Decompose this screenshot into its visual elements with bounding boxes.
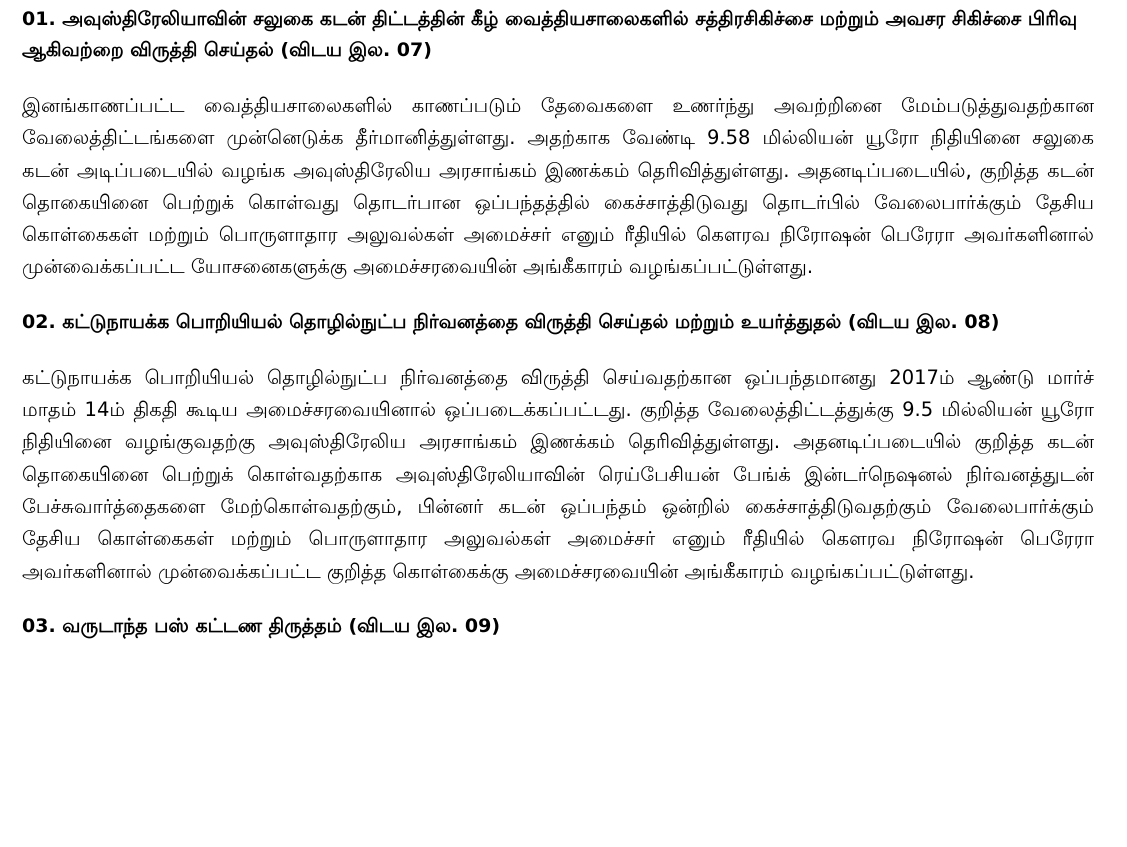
- section-heading: 01. அவுஸ்திரேலியாவின் சலுகை கடன் திட்டத்தின் கீழ் வைத்தியசாலைகளில் சத்திரசிகிச்சை மற்றும் அவசர சிகிச்சை பிரிவு ஆகிவற்றை விருத்தி செய்தல் (விடய இல. 07): [22, 8, 1078, 61]
- section-body: கட்டுநாயக்க பொறியியல் தொழில்நுட்ப நிர்வனத்தை விருத்தி செய்வதற்கான ஒப்பந்தமானது 2017ம் ஆண்டு மார்ச் மாதம் 14ம் திகதி கூடிய அமைச்சரவையினால் ஒப்படைக்கப்பட்டது. குறித்த வேலைத்திட்டத்துக்கு 9.5 மில்லியன் யூரோ நிதியினை வழங்குவதற்கு அவுஸ்திரேலிய அரசாங்கம் இணக்கம் தெரிவித்துள்ளது. அதனடிப்படையில் குறித்த கடன் தொகையினை பெற்றுக் கொள்வதற்காக அவுஸ்திரேலியாவின் ரெய்பேசியன் பேங்க் இன்டர்நெஷனல் நிர்வனத்துடன் பேச்சுவார்த்தைகளை மேற்கொள்வதற்கும், பின்னர் கடன் ஒப்பந்தம் ஒன்றில் கைச்சாத்திடுவதற்கும் வேலைபார்க்கும் தேசிய கொள்கைகள் மற்றும் பொருளாதார அலுவல்கள் அமைச்சர் எனும் ரீதியில் கௌரவ நிரோஷன் பெரேரா அவர்களினால் முன்வைக்கப்பட்ட குறித்த கொள்கைக்கு அமைச்சரவையின் அங்கீகாரம் வழங்கப்பட்டுள்ளது.: [22, 365, 1094, 583]
- section-03: [22, 611, 1094, 642]
- section-01: [22, 4, 1094, 307]
- document-page: [22, 4, 1094, 642]
- section-heading: 03. வருடாந்த பஸ் கட்டண திருத்தம் (விடய இல. 09): [22, 614, 501, 637]
- section-body: இனங்காணப்பட்ட வைத்தியசாலைகளில் காணப்படும் தேவைகளை உணர்ந்து அவற்றினை மேம்படுத்துவதற்கான வேலைத்திட்டங்களை முன்னெடுக்க தீர்மானித்துள்ளது. அதற்காக வேண்டி 9.58 மில்லியன் யூரோ நிதியினை சலுகை கடன் அடிப்படையில் வழங்க அவுஸ்திரேலிய அரசாங்கம் இணக்கம் தெரிவித்துள்ளது. அதனடிப்படையில், குறித்த கடன் தொகையினை பெற்றுக் கொள்வது தொடர்பான ஒப்பந்தத்தில் கைச்சாத்திடுவது தொடர்பில் வேலைபார்க்கும் தேசிய கொள்கைகள் மற்றும் பொருளாதார அலுவல்கள் அமைச்சர் எனும் ரீதியில் கௌரவ நிரோஷன் பெரேரா அவர்களினால் முன்வைக்கப்பட்ட யோசனைகளுக்கு அமைச்சரவையின் அங்கீகாரம் வழங்கப்பட்டுள்ளது.: [22, 94, 1094, 279]
- section-02: [22, 307, 1094, 611]
- section-heading: 02. கட்டுநாயக்க பொறியியல் தொழில்நுட்ப நிர்வனத்தை விருத்தி செய்தல் மற்றும் உயர்த்துதல் (விடய இல. 08): [22, 310, 1000, 333]
